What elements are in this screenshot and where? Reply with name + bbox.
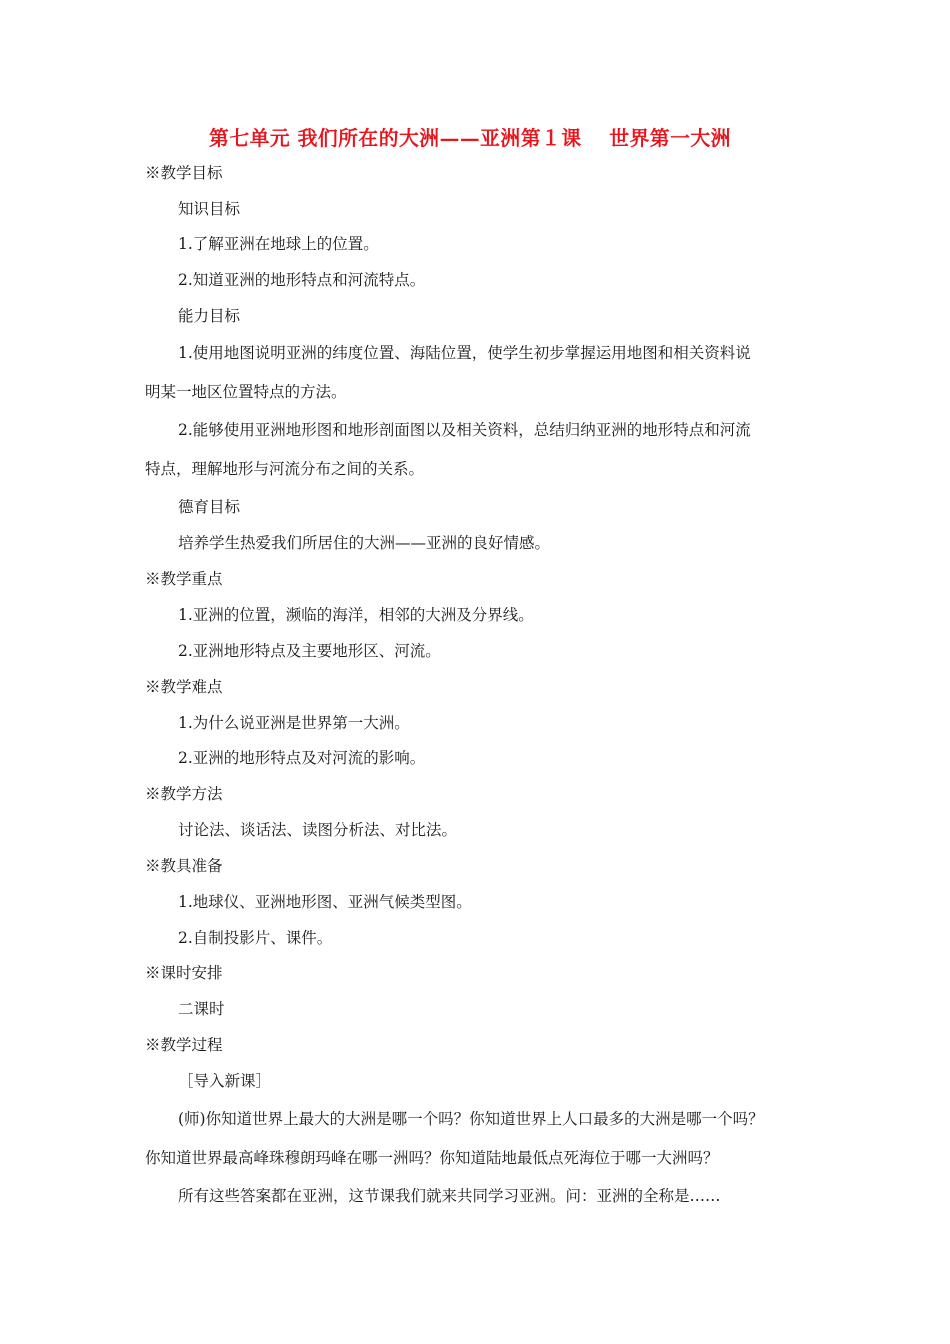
paragraph-line: 特点，理解地形与河流分布之间的关系。: [145, 460, 425, 478]
paragraph-line: 培养学生热爱我们所居住的大洲——亚洲的良好情感。: [178, 534, 551, 552]
subheading-ability-goals: 能力目标: [178, 307, 241, 325]
section-heading-key-points: ※教学重点: [145, 570, 223, 588]
paragraph-line: 2.知道亚洲的地形特点和河流特点。: [178, 271, 426, 289]
paragraph-line: 2.自制投影片、课件。: [178, 929, 333, 947]
paragraph-line: 所有这些答案都在亚洲，这节课我们就来共同学习亚洲。问：亚洲的全称是……: [178, 1187, 721, 1205]
paragraph-line: 1.为什么说亚洲是世界第一大洲。: [178, 714, 410, 732]
section-heading-difficulties: ※教学难点: [145, 678, 223, 696]
paragraph-line: 明某一地区位置特点的方法。: [145, 383, 347, 401]
paragraph-line: 1.了解亚洲在地球上的位置。: [178, 235, 379, 253]
section-heading-materials: ※教具准备: [145, 857, 223, 875]
paragraph-line: 1.地球仪、亚洲地形图、亚洲气候类型图。: [178, 893, 472, 911]
paragraph-line: 2.亚洲的地形特点及对河流的影响。: [178, 749, 426, 767]
paragraph-line: 你知道世界最高峰珠穆朗玛峰在哪一洲吗？你知道陆地最低点死海位于哪一大洲吗？: [145, 1149, 719, 1167]
section-heading-schedule: ※课时安排: [145, 964, 223, 982]
paragraph-line: 讨论法、谈话法、读图分析法、对比法。: [178, 821, 458, 839]
subheading-knowledge-goals: 知识目标: [178, 200, 241, 218]
lesson-title: 第七单元 我们所在的大洲——亚洲第１课 世界第一大洲: [209, 126, 731, 150]
subheading-moral-goals: 德育目标: [178, 498, 241, 516]
subheading-introduction: ［导入新课］: [178, 1072, 272, 1090]
paragraph-line: 1.使用地图说明亚洲的纬度位置、海陆位置，使学生初步掌握运用地图和相关资料说: [178, 344, 751, 362]
paragraph-line: 2.亚洲地形特点及主要地形区、河流。: [178, 642, 441, 660]
paragraph-line: 1.亚洲的位置，濒临的海洋，相邻的大洲及分界线。: [178, 606, 534, 624]
section-heading-process: ※教学过程: [145, 1036, 223, 1054]
paragraph-line: (师)你知道世界上最大的大洲是哪一个吗？你知道世界上人口最多的大洲是哪一个吗？: [178, 1110, 764, 1128]
section-heading-methods: ※教学方法: [145, 785, 223, 803]
section-heading-teaching-goals: ※教学目标: [145, 164, 223, 182]
paragraph-line: 2.能够使用亚洲地形图和地形剖面图以及相关资料，总结归纳亚洲的地形特点和河流: [178, 421, 751, 439]
paragraph-line: 二课时: [178, 1000, 225, 1018]
